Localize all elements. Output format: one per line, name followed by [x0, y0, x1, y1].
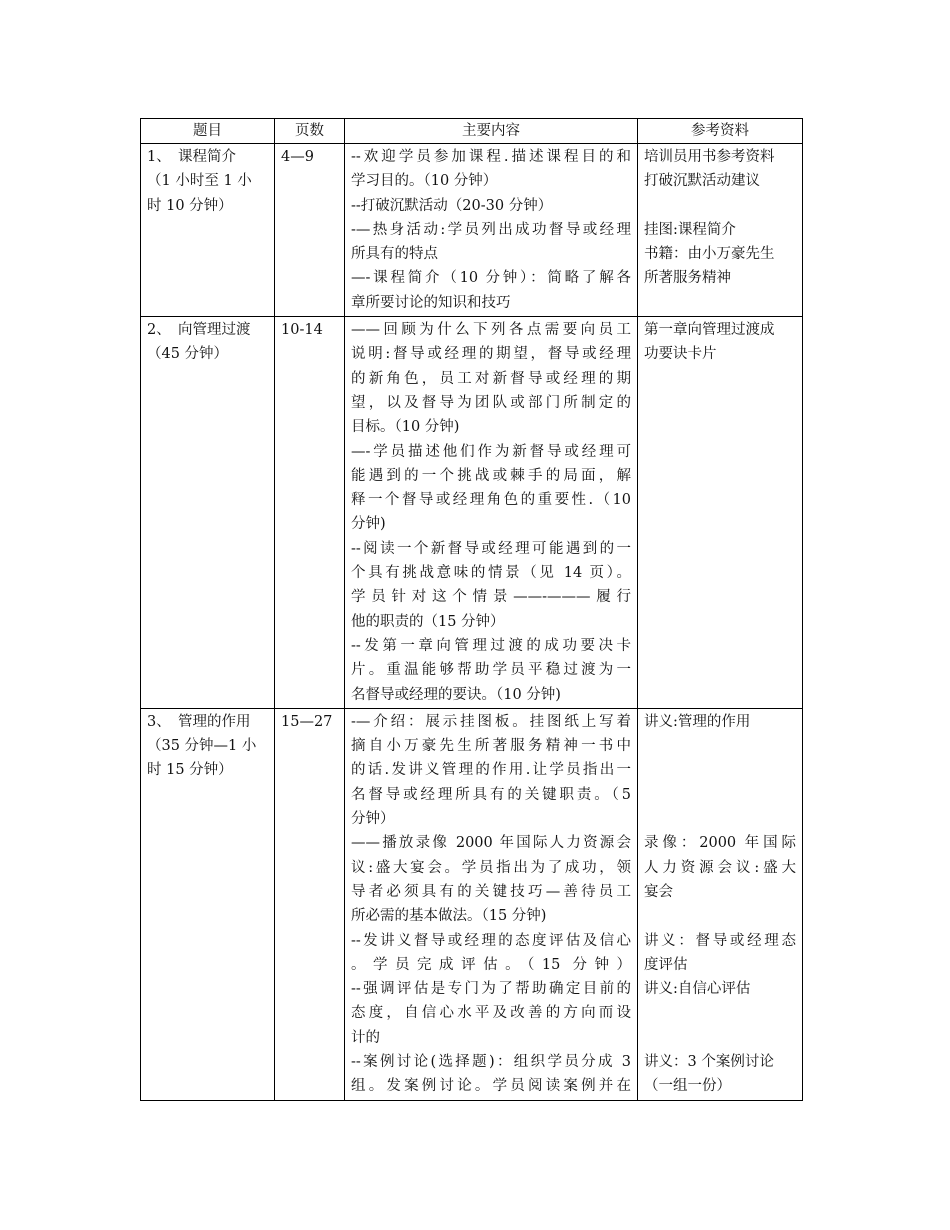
header-content: 主要内容 — [345, 119, 638, 144]
content-cell-line: 片。重温能够帮助学员平稳过渡为一 — [351, 662, 631, 679]
content-cell-line: --欢迎学员参加课程.描述课程目的和 — [351, 149, 631, 165]
references-cell-line — [644, 904, 796, 928]
content-cell-line: ——回顾为什么下列各点需要向员工 — [351, 322, 631, 339]
content-cell-line: 组。发案例讨论。学员阅读案例并在 — [351, 1078, 631, 1095]
references-cell-line: 功要诀卡片 — [644, 346, 717, 363]
content-cell-line: 所必需的基本做法。（15 分钟) — [351, 908, 547, 925]
references-cell-line — [644, 807, 796, 831]
content-cell — [345, 708, 638, 1100]
references-cell-line: 人力资源会议:盛大 — [644, 859, 796, 876]
topic-cell-line: 时 15 分钟） — [147, 762, 233, 779]
content-cell-line: 能遇到的一个挑战或棘手的局面，解 — [351, 467, 631, 484]
references-cell-line: 讲义：督导或经理态 — [644, 932, 796, 949]
content-cell-line: 说明:督导或经理的期望，督导或经理 — [351, 346, 631, 363]
header-references: 参考资料 — [638, 119, 803, 144]
pages-cell: 10-14 — [275, 317, 345, 709]
content-cell-line: 个具有挑战意味的情景（见 14 页）。 — [351, 565, 631, 582]
content-cell-line: 分钟) — [351, 516, 386, 533]
content-cell-line: --发第一章向管理过渡的成功要决卡 — [351, 637, 631, 654]
topic-cell-line: 时 10 分钟） — [147, 197, 233, 214]
content-cell-line: 名督导或经理的要诀。（10 分钟) — [351, 686, 561, 703]
topic-cell — [141, 708, 275, 1100]
content-cell-line: -—热身活动:学员列出成功督导或经理 — [351, 221, 631, 238]
references-cell — [638, 708, 803, 1100]
topic-cell-line: （1 小时至 1 小 — [147, 173, 252, 190]
topic-cell-line: （45 分钟） — [147, 346, 229, 363]
references-cell-line — [644, 734, 796, 758]
references-cell-line — [644, 194, 796, 218]
references-cell-line: 讲义:管理的作用 — [644, 713, 751, 730]
table-body — [141, 144, 803, 1101]
content-cell-line: 学员针对这个情景——-———履行 — [351, 589, 631, 606]
content-cell-line: —-课程简介（10 分钟）：简略了解各 — [351, 270, 631, 287]
content-cell-line: 释一个督导或经理角色的重要性.（10 — [351, 492, 631, 509]
references-cell — [638, 144, 803, 317]
table-row — [141, 317, 803, 709]
topic-cell-line: （35 分钟—1 小 — [147, 738, 257, 755]
table-header-row — [141, 119, 803, 144]
references-cell-line: 挂图:课程简介 — [644, 221, 736, 238]
references-cell-line — [644, 1026, 796, 1050]
content-cell-line: 分钟） — [351, 811, 395, 828]
references-cell-line — [644, 758, 796, 782]
header-topic: 题目 — [141, 119, 275, 144]
references-cell-line — [644, 1001, 796, 1025]
references-cell-line: 书籍：由小万豪先生 — [644, 246, 775, 263]
topic-cell-line: 3、 管理的作用 — [147, 713, 251, 730]
references-cell-line — [644, 783, 796, 807]
header-pages: 页数 — [275, 119, 345, 144]
content-cell-line: 的新角色，员工对新督导或经理的期 — [351, 370, 631, 387]
content-cell-line: 章所要讨论的知识和技巧 — [351, 294, 511, 311]
topic-cell-line: 1、 课程简介 — [147, 149, 236, 165]
content-cell-line: --案例讨论(选择题)：组织学员分成 3 — [351, 1053, 631, 1070]
content-cell-line: 态度，自信心水平及改善的方向而设 — [351, 1005, 631, 1022]
content-cell-line: 名督导或经理所具有的关键职责。（5 — [351, 786, 631, 803]
table-row — [141, 708, 803, 1100]
content-cell-line: --强调评估是专门为了帮助确定目前的 — [351, 981, 631, 998]
content-cell-line: --打破沉默活动（20-30 分钟） — [351, 197, 553, 214]
content-cell-line: 计的 — [351, 1029, 380, 1046]
content-cell-line: 议:盛大宴会。学员指出为了成功，领 — [351, 859, 631, 876]
content-cell-line: --阅读一个新督导或经理可能遇到的一 — [351, 540, 631, 557]
references-cell — [638, 317, 803, 709]
content-cell-line: 学习目的。（10 分钟） — [351, 173, 498, 190]
references-cell-line: 第一章向管理过渡成 — [644, 322, 775, 339]
topic-cell — [141, 317, 275, 709]
content-cell-line: 他的职责的（15 分钟） — [351, 613, 505, 630]
references-cell-line: 打破沉默活动建议 — [644, 173, 760, 190]
content-cell-line: --发讲义督导或经理的态度评估及信心 — [351, 932, 631, 949]
content-cell-line: 导者必须具有的关键技巧—善待员工 — [351, 883, 631, 900]
topic-cell — [141, 144, 275, 317]
content-cell — [345, 144, 638, 317]
content-cell-line: -—介绍：展示挂图板。挂图纸上写着 — [351, 713, 631, 730]
references-cell-line: 培训员用书参考资料 — [644, 149, 775, 165]
references-cell-line: 度评估 — [644, 956, 688, 973]
references-cell-line: 宴会 — [644, 883, 673, 900]
content-cell-line: 目标。（10 分钟) — [351, 419, 460, 436]
table-row — [141, 144, 803, 317]
topic-cell-line: 2、 向管理过渡 — [147, 322, 251, 339]
course-outline-table — [140, 118, 803, 1101]
content-cell-line: 摘自小万豪先生所著服务精神一书中 — [351, 738, 631, 755]
content-cell — [345, 317, 638, 709]
references-cell-line: 讲义：3 个案例讨论 — [644, 1053, 774, 1070]
content-cell-line: 的话.发讲义管理的作用.让学员指出一 — [351, 762, 631, 779]
content-cell-line: 所具有的特点 — [351, 246, 438, 263]
references-cell-line: 所著服务精神 — [644, 270, 731, 287]
references-cell-line: （一组一份） — [644, 1078, 731, 1095]
references-cell-line: 录像：2000 年国际 — [644, 835, 796, 852]
pages-cell: 15—27 — [275, 708, 345, 1100]
content-cell-line: —-学员描述他们作为新督导或经理可 — [351, 443, 631, 460]
content-cell-line: 。学员完成评估。（15 分钟） — [351, 956, 631, 973]
pages-cell: 4—9 — [275, 144, 345, 317]
content-cell-line: 望，以及督导为团队或部门所制定的 — [351, 394, 631, 411]
content-cell-line: ——播放录像 2000 年国际人力资源会 — [351, 835, 631, 852]
references-cell-line: 讲义:自信心评估 — [644, 981, 751, 998]
